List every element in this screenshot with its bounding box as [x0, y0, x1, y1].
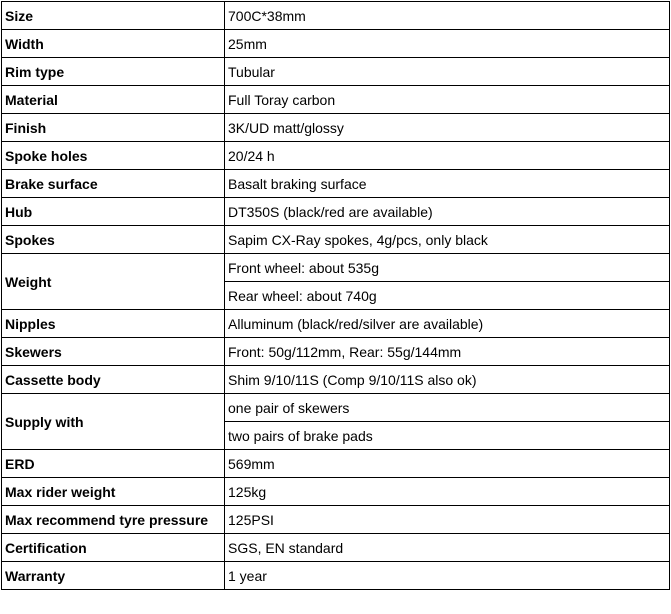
max-tyre-pressure-label: Max recommend tyre pressure: [2, 506, 225, 534]
hub-label: Hub: [2, 198, 225, 226]
finish-label: Finish: [2, 114, 225, 142]
certification-value: SGS, EN standard: [225, 534, 670, 562]
certification-label: Certification: [2, 534, 225, 562]
size-label: Size: [2, 2, 225, 30]
supply-brake-pads-value: two pairs of brake pads: [225, 422, 670, 450]
width-value: 25mm: [225, 30, 670, 58]
weight-label: Weight: [2, 254, 225, 310]
weight-front-value: Front wheel: about 535g: [225, 254, 670, 282]
table-row: [2, 506, 670, 534]
material-label: Material: [2, 86, 225, 114]
hub-value: DT350S (black/red are available): [225, 198, 670, 226]
size-value: 700C*38mm: [225, 2, 670, 30]
table-row: [2, 254, 670, 282]
table-row: [2, 394, 670, 422]
nipples-label: Nipples: [2, 310, 225, 338]
table-row: [2, 478, 670, 506]
erd-value: 569mm: [225, 450, 670, 478]
table-row: [2, 534, 670, 562]
max-tyre-pressure-value: 125PSI: [225, 506, 670, 534]
table-row: [2, 58, 670, 86]
table-row: [2, 366, 670, 394]
max-rider-weight-label: Max rider weight: [2, 478, 225, 506]
spoke-holes-label: Spoke holes: [2, 142, 225, 170]
cassette-body-label: Cassette body: [2, 366, 225, 394]
warranty-value: 1 year: [225, 562, 670, 590]
spoke-holes-value: 20/24 h: [225, 142, 670, 170]
table-row: [2, 86, 670, 114]
skewers-value: Front: 50g/112mm, Rear: 55g/144mm: [225, 338, 670, 366]
table-row: [2, 142, 670, 170]
spokes-label: Spokes: [2, 226, 225, 254]
nipples-value: Alluminum (black/red/silver are available): [225, 310, 670, 338]
table-row: [2, 2, 670, 30]
supply-with-label: Supply with: [2, 394, 225, 450]
table-row: [2, 562, 670, 590]
table-row: [2, 310, 670, 338]
spokes-value: Sapim CX-Ray spokes, 4g/pcs, only black: [225, 226, 670, 254]
warranty-label: Warranty: [2, 562, 225, 590]
table-row: [2, 450, 670, 478]
rim-type-value: Tubular: [225, 58, 670, 86]
table-row: [2, 198, 670, 226]
cassette-body-value: Shim 9/10/11S (Comp 9/10/11S also ok): [225, 366, 670, 394]
rim-type-label: Rim type: [2, 58, 225, 86]
table-row: [2, 226, 670, 254]
brake-surface-value: Basalt braking surface: [225, 170, 670, 198]
erd-label: ERD: [2, 450, 225, 478]
max-rider-weight-value: 125kg: [225, 478, 670, 506]
table-row: [2, 338, 670, 366]
material-value: Full Toray carbon: [225, 86, 670, 114]
table-row: [2, 114, 670, 142]
brake-surface-label: Brake surface: [2, 170, 225, 198]
width-label: Width: [2, 30, 225, 58]
table-row: [2, 170, 670, 198]
skewers-label: Skewers: [2, 338, 225, 366]
supply-skewers-value: one pair of skewers: [225, 394, 670, 422]
spec-table: [1, 1, 670, 590]
table-row: [2, 30, 670, 58]
finish-value: 3K/UD matt/glossy: [225, 114, 670, 142]
weight-rear-value: Rear wheel: about 740g: [225, 282, 670, 310]
